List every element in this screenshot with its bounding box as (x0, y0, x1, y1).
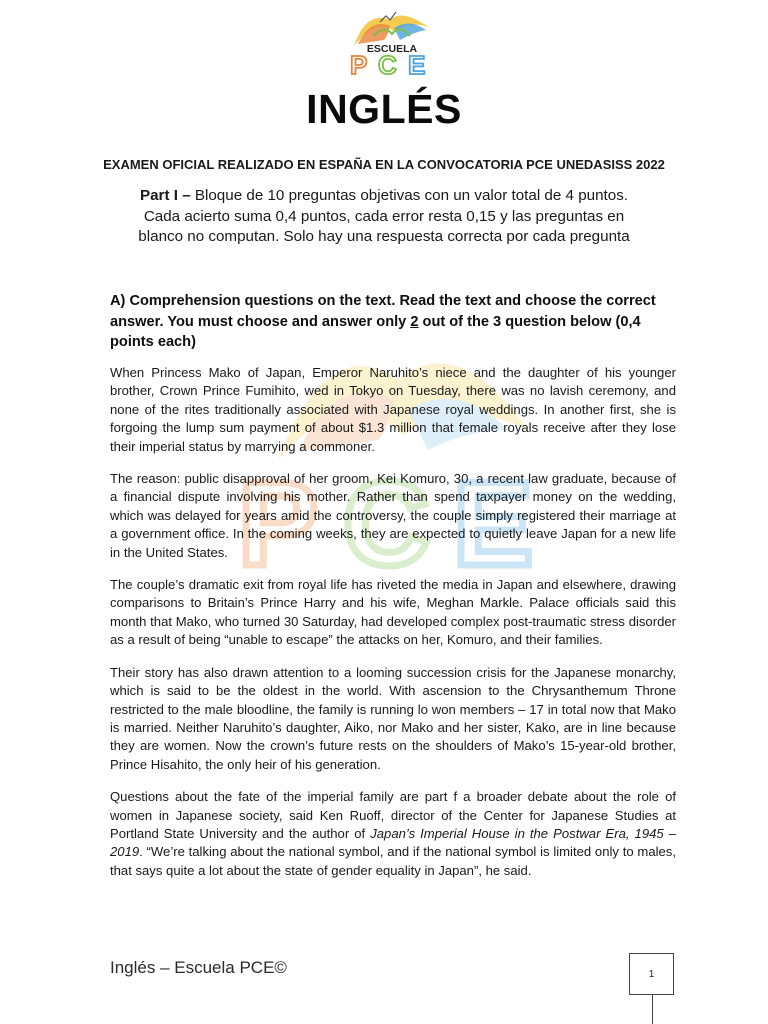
page-number-line (652, 995, 653, 1024)
exam-subtitle: EXAMEN OFICIAL REALIZADO EN ESPAÑA EN LA CONVOCATORIA PCE UNEDASISS 2022 (103, 157, 665, 172)
part-label: Part I – (139, 187, 191, 204)
section-heading (110, 291, 658, 353)
page-number: 1 (648, 968, 655, 980)
page-title: INGLÉS (306, 86, 462, 132)
article-paragraph-5 (110, 788, 676, 880)
paragraph-5-end: . “We’re talking about the national symbol, and if the national symbol is limited only to males, that says quite a lot about the state of gender equality in Japan”, he said. (110, 844, 676, 878)
page-number-box (629, 953, 674, 995)
part-description: Bloque de 10 preguntas objetivas con un valor total de 4 puntos. Cada acierto suma 0,4 puntos, cada error resta 0,15 y las preguntas en blanco no computan. Solo hay una respuesta correcta por cada pregunta (138, 187, 630, 245)
svg-text:E: E (453, 457, 534, 570)
reading-text (110, 364, 676, 894)
article-paragraph-4: Their story has also drawn attention to a looming succession crisis for the Japanese monarchy, which is said to be the oldest in the world. With ascension to the Chrysanthemum Throne restricted to the male bloodline, the family is running lo won members – 17 in total now that Mako is married. Neither Naruhito’s daughter, Aiko, nor Mako and her sister, Kako, are in line because they are women. Now the crown’s future rests on the shoulders of Mako’s 15-year-old brother, Prince Hisahito, the only heir of his generation. (110, 664, 676, 772)
part-intro (128, 186, 640, 248)
article-paragraph-1: When Princess Mako of Japan, Emperor Naruhito’s niece and the daughter of his younger brother, Crown Prince Fumihito, wed in Tokyo on Tuesday, there was no lavish ceremony, and none of the rites traditionally associated with Japanese royal weddings. In another first, she is forgoing the lump sum payment of about $1.3 million that female royals receive after they lose their imperial status by marrying a commoner. (110, 365, 676, 454)
escuela-pce-logo (344, 6, 440, 76)
svg-text:C: C (343, 457, 430, 570)
heading-underlined-number: 2 (410, 313, 419, 330)
heading-text-start: A) Comprehension questions on the text. Read the text and choose the correct answer. You must choose and answer only (110, 293, 656, 330)
paragraph-5-start: Questions about the fate of the imperial family are part f a broader debate about the role of women in Japanese society, said Ken Ruoff, director of the Center for Japanese Studies at Portland State University and the author of (110, 789, 676, 841)
svg-text:P: P (350, 50, 368, 76)
svg-text:E: E (408, 50, 426, 76)
svg-text:P: P (238, 457, 319, 570)
book-title: Japan’s Imperial House in the Postwar Era, 1945 – 2019 (110, 825, 676, 860)
heading-text-end: out of the 3 question below (0,4 points each) (110, 313, 641, 350)
article-paragraph-3: The couple’s dramatic exit from royal life has riveted the media in Japan and elsewhere, drawing comparisons to Britain’s Prince Harry and his wife, Meghan Markle. Palace officials said this month that Mako, who turned 30 Saturday, had developed complex post-traumatic stress disorder as a result of being “unable to escape” the attacks on her, Komuro, and their families. (110, 577, 676, 648)
svg-text:C: C (378, 50, 397, 76)
article-paragraph-2: The reason: public disapproval of her groom, Kei Komuro, 30, a recent law graduate, because of a financial dispute involving his mother. Rather than spend taxpayer money on the wedding, which was delayed for years amid the controversy, the couple simply registered their marriage at a government office. In the coming weeks, they are expected to quietly leave Japan for a new life in the United States. (110, 471, 676, 560)
footer-text: Inglés – Escuela PCE© (110, 958, 287, 977)
logo-book-icon (354, 12, 430, 46)
logo-escuela-text: ESCUELA (366, 43, 418, 55)
logo-pce-letters (350, 50, 425, 76)
